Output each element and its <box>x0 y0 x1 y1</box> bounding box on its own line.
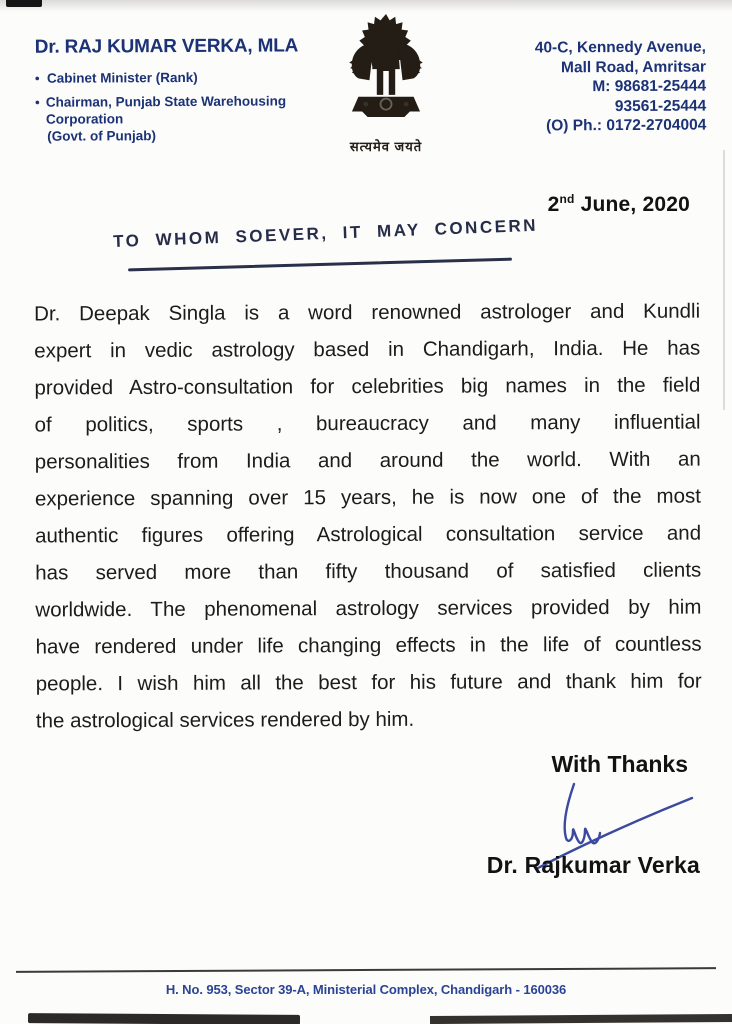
sender-titles <box>35 68 335 145</box>
handwritten-salutation: TO WHOM SOEVER, IT MAY CONCERN <box>112 215 539 252</box>
scan-edge-streak <box>723 150 725 410</box>
body-line: has served more than fifty thousand of satisfied clients <box>35 558 702 585</box>
bullet-icon: • <box>35 94 40 110</box>
emblem-motto: सत्यमेव जयते <box>349 139 423 154</box>
scan-artifact-top <box>6 0 42 7</box>
title-chairman <box>35 92 335 128</box>
sender-name: Dr. RAJ KUMAR VERKA, MLA <box>34 35 299 58</box>
body-line: experience spanning over 15 years, he is now one of the most <box>34 484 701 511</box>
address-line: 40-C, Kennedy Avenue, <box>534 38 706 57</box>
body-line: Dr. Deepak Singla is a word renowned astrologer and Kundli <box>34 299 701 326</box>
date-day: 2 <box>547 193 560 216</box>
address-line: 93561-25444 <box>614 97 707 115</box>
title-chairman-continuation: (Govt. of Punjab) <box>47 128 157 144</box>
closing-thanks: With Thanks <box>551 751 688 777</box>
body-line: expert in vedic astrology based in Chandigarh, India. He has <box>34 336 701 363</box>
scan-artifact-bottom-left <box>28 1013 300 1024</box>
footer-divider <box>16 967 716 973</box>
letterhead-left-block <box>35 35 336 145</box>
letterhead-address-block <box>535 38 707 136</box>
national-emblem-block <box>336 12 436 155</box>
body-line: the astrological services rendered by him. <box>35 707 415 733</box>
date-rest: June, 2020 <box>574 193 690 216</box>
body-line: personalities from India and around the world. With an <box>34 447 701 474</box>
title-text: Chairman, Punjab State Warehousing Corporation <box>45 93 287 127</box>
bullet-icon: • <box>34 70 40 86</box>
body-line: provided Astro-consultation for celebrities big names in the field <box>34 373 701 400</box>
title-text: Cabinet Minister (Rank) <box>46 69 198 86</box>
scan-top-shading <box>0 0 732 12</box>
scan-artifact-bottom-right <box>430 1014 732 1024</box>
body-line: people. I wish him all the best for his future and thank him for <box>35 669 702 696</box>
body-line: of politics, sports , bureaucracy and many influential <box>34 410 701 437</box>
footer-address: H. No. 953, Sector 39-A, Ministerial Complex, Chandigarh - 160036 <box>165 982 567 997</box>
ashoka-lion-capital-icon <box>340 12 432 130</box>
title-cabinet-minister <box>35 68 335 87</box>
signatory-name: Dr. Rajkumar Verka <box>486 852 700 878</box>
address-line: (O) Ph.: 0172-2704004 <box>545 116 707 135</box>
letter-body <box>34 293 702 740</box>
body-line: authentic figures offering Astrological consultation service and <box>35 521 702 548</box>
letter-date <box>548 192 690 217</box>
date-ordinal: nd <box>559 192 575 206</box>
salutation-underline <box>128 258 512 271</box>
body-line: worldwide. The phenomenal astrology services provided by him <box>35 595 702 622</box>
address-line: Mall Road, Amritsar <box>560 58 706 76</box>
address-line: M: 98681-25444 <box>592 77 707 96</box>
body-line: have rendered under life changing effects in the life of countless <box>35 632 702 659</box>
